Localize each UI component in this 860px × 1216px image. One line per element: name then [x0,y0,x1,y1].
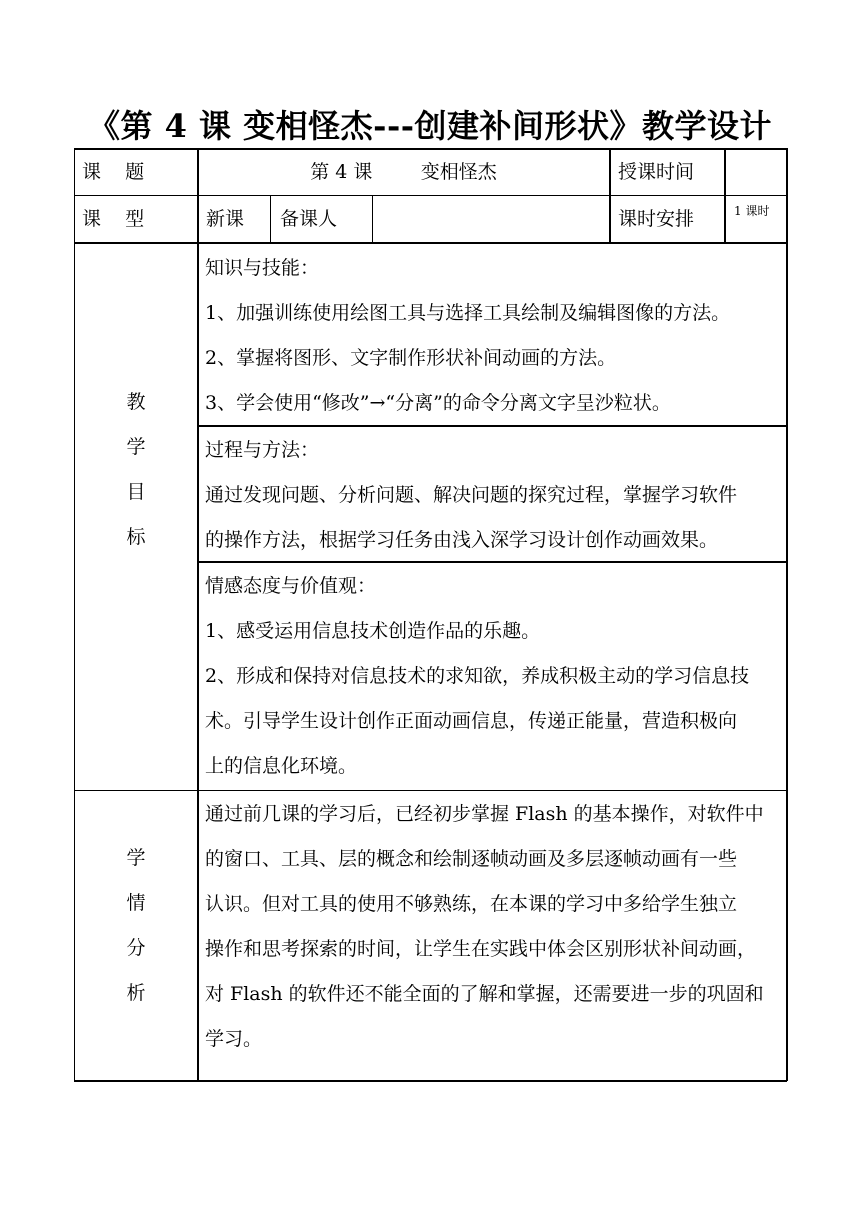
emotion-line: 1、感受运用信息技术创造作品的乐趣。 [205,620,541,642]
emotion-heading: 情感态度与价值观： [205,575,377,597]
emotion-values-section [205,564,780,789]
teaching-time-label: 授课时间 [618,161,695,183]
process-method-section [205,428,780,563]
row-divider-1 [74,195,787,196]
emotion-line: 术。引导学生设计创作正面动画信息，传递正能量，营造积极向 [205,710,738,732]
analysis-label [74,836,198,1016]
row-divider-3 [74,790,787,791]
preparer-label: 备课人 [280,208,338,230]
table-border-bottom [74,1080,787,1082]
analysis-line: 对 Flash 的软件还不能全面的了解和掌握，还需要进一步的巩固和 [205,983,764,1005]
table-border-right [786,148,788,1081]
type-column-divider [270,195,271,242]
analysis-label-char: 学 [126,847,146,869]
knowledge-skills-section [205,246,780,426]
process-line: 通过发现问题、分析问题、解决问题的探究过程，掌握学习软件 [205,484,738,506]
hours-label: 课时安排 [618,208,695,230]
knowledge-line: 2、掌握将图形、文字制作形状补间动画的方法。 [205,347,617,369]
analysis-line: 的窗口、工具、层的概念和绘制逐帧动画及多层逐帧动画有一些 [205,848,738,870]
emotion-line: 上的信息化环境。 [205,755,358,777]
analysis-label-char: 情 [126,892,146,914]
analysis-line: 学习。 [205,1028,263,1050]
process-heading: 过程与方法： [205,439,320,461]
row-divider-2 [74,242,787,244]
table-border-top [74,148,787,150]
preparer-column-divider [372,195,373,242]
topic-value: 第 4 课 变相怪杰 [310,161,497,183]
time-label-divider [609,148,611,242]
knowledge-heading: 知识与技能： [205,257,320,279]
hours-value: 1 课时 [734,204,770,218]
analysis-line: 操作和思考探索的时间，让学生在实践中体会区别形状补间动画， [205,938,757,960]
analysis-label-char: 析 [126,982,146,1004]
knowledge-line: 3、学会使用“修改”→“分离”的命令分离文字呈沙粒状。 [205,392,671,414]
document-title: 《第 4 课 变相怪杰---创建补间形状》教学设计 [87,107,773,145]
analysis-line: 通过前几课的学习后，已经初步掌握 Flash 的基本操作，对软件中 [205,803,764,825]
process-line: 的操作方法，根据学习任务由浅入深学习设计创作动画效果。 [205,529,719,551]
analysis-section [205,792,780,1062]
objectives-label-char: 标 [126,526,146,548]
analysis-line: 认识。但对工具的使用不够熟练，在本课的学习中多给学生独立 [205,893,738,915]
lesson-type-label: 课 型 [82,208,145,230]
objectives-label-char: 教 [126,391,146,413]
analysis-label-char: 分 [126,937,146,959]
objectives-label [74,380,198,560]
topic-label: 课 题 [82,161,145,183]
objectives-label-char: 目 [126,481,146,503]
objectives-label-char: 学 [126,436,146,458]
lesson-type-value: 新课 [206,208,245,230]
time-value-divider [724,148,726,242]
emotion-line: 2、形成和保持对信息技术的求知欲，养成积极主动的学习信息技 [205,665,750,687]
knowledge-line: 1、加强训练使用绘图工具与选择工具绘制及编辑图像的方法。 [205,302,731,324]
